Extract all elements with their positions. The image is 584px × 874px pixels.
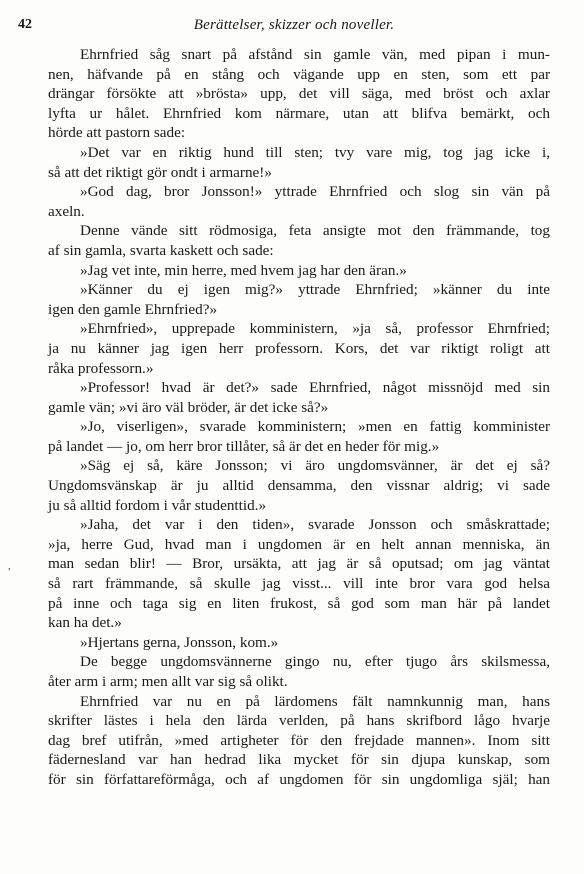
text-line: man sedan blir! — Bror, ursäkta, att jag är så oputsad; om jag väntat <box>48 555 550 573</box>
text-line: axeln. <box>48 202 85 220</box>
text-line: »Jag vet inte, min herre, med hvem jag har den äran.» <box>80 261 407 279</box>
text-line: lyfta ur hålet. Ehrnfried kom närmare, utan att blifva bemärkt, och <box>48 104 550 122</box>
page-number: 42 <box>18 17 32 32</box>
text-line: »Känner du ej igen mig?» yttrade Ehrnfried; »känner du inte <box>80 281 550 299</box>
text-line: Denne vände sitt rödmosiga, feta ansigte mot den främmande, tog <box>80 222 550 240</box>
text-line: skrifter lästes i hela den lärda verlden, på hans skrifbord lågo hvarje <box>48 712 550 730</box>
text-line: råka professorn.» <box>48 359 154 377</box>
text-line: »Ehrnfried», upprepade komministern, »ja så, professor Ehrnfried; <box>80 320 550 338</box>
text-line: åter arm i arm; men allt var sig så olikt. <box>48 673 288 690</box>
text-line: på inne och taga sig en liten frukost, så god som man här på landet <box>48 594 550 612</box>
text-line: gamle vän; »vi äro väl bröder, är det icke så?» <box>48 398 329 416</box>
text-line: kan ha det.» <box>48 614 122 632</box>
text-line: »Professor! hvad är det?» sade Ehrnfried, något missnöjd med sin <box>80 379 550 397</box>
text-line: på landet — jo, om herr bror tillåter, så är det en heder för mig.» <box>48 437 440 455</box>
text-line: Ehrnfried såg snart på afstånd sin gamle vän, med pipan i mun- <box>80 46 550 63</box>
running-title: Berättelser, skizzer och noveller. <box>193 17 395 33</box>
text-line: fädernesland var han hedrad lika mycket för sin djupa kunskap, som <box>48 751 550 769</box>
text-line: drängar försökte att »brösta» upp, det vill säga, med bröst och axlar <box>48 85 550 103</box>
margin-mark: , <box>8 560 11 572</box>
text-line: »Jo, viserligen», svarade komministern; »men en fattig komminister <box>80 418 550 436</box>
text-line: nen, häfvande på en stång och vägande upp en sten, som ett par <box>48 65 550 83</box>
page-header <box>18 17 550 35</box>
text-line: Ehrnfried var nu en på lärdomens fält namnkunnig man, hans <box>80 692 550 710</box>
text-line: »Hjertans gerna, Jonsson, kom.» <box>80 633 279 651</box>
text-line: ju så alltid fordom i vår studenttid.» <box>48 496 267 514</box>
text-line: dag bref utifrån, »med artigheter för den frejdade mannen». Inom sitt <box>48 731 550 749</box>
text-line: »Säg ej så, käre Jonsson; vi äro ungdomsvänner, är det ej så? <box>80 457 550 475</box>
text-line: af sin gamla, svarta kaskett och sade: <box>48 241 274 259</box>
text-line: De begge ungdomsvännerne gingo nu, efter tjugo års skilsmessa, <box>80 653 550 671</box>
text-line: för sin författareförmåga, och af ungdomen för sin ungdomliga själ; han <box>48 770 550 788</box>
text-line: »Det var en riktig hund till sten; tvy vare mig, tog jag icke i, <box>80 143 550 161</box>
text-line: Ungdomsvänskap är ju alltid densamma, den vissnar aldrig; vi sade <box>48 477 550 495</box>
text-line: ja nu känner jag igen herr professorn. Kors, det var riktigt roligt att <box>48 339 550 357</box>
text-line: igen den gamle Ehrnfried?» <box>48 300 218 318</box>
body-text <box>48 45 550 790</box>
text-line: »God dag, bror Jonsson!» yttrade Ehrnfried och slog sin vän på <box>80 183 550 201</box>
text-line: hörde att pastorn sade: <box>48 124 186 142</box>
text-line: »Jaha, det var i den tiden», svarade Jonsson och småskrattade; <box>80 516 550 534</box>
text-line: så rart främmande, så skulle jag visst... vill inte bror vara god helsa <box>48 575 550 593</box>
text-line: »ja, herre Gud, hvad man i ungdomen är en helt annan menniska, än <box>48 535 550 553</box>
text-line: så att det riktigt gör ondt i armarne!» <box>48 163 272 181</box>
